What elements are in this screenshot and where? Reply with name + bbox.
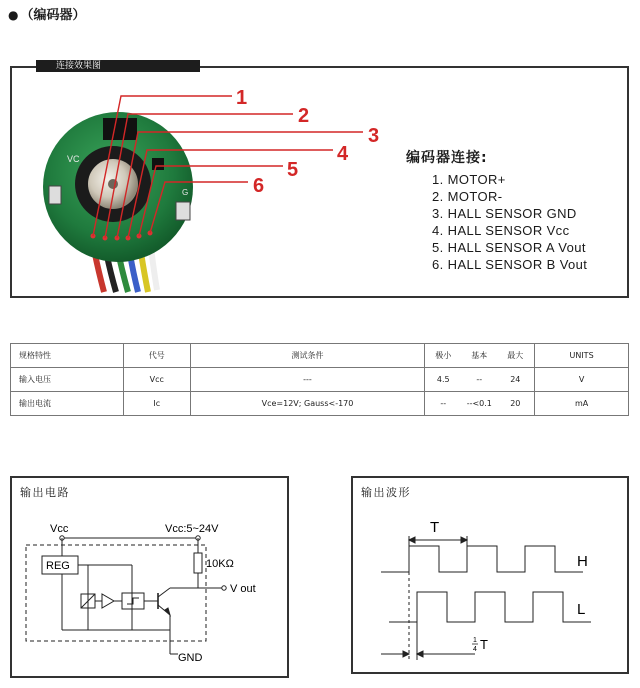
motor-connector [103,118,137,140]
bullet-icon: ● [8,8,19,22]
spec-table [10,343,629,416]
vcc-label: Vcc [50,523,69,535]
connection-tag: 连接效果图 [36,60,200,72]
table-row [11,368,629,392]
gnd-label: GND [178,652,203,664]
mount-screw-left [49,186,61,204]
cell-units: mA [535,392,629,416]
quarter-numerator: 1 [473,637,477,644]
callout-6: 6 [253,175,265,197]
cell-condition: Vce=12V; Gauss<-170 [190,392,425,416]
resistor-label: 10KΩ [206,558,234,570]
callout-numbers [236,87,379,197]
callout-2: 2 [298,105,310,127]
pin-item: 2. MOTOR- [432,189,503,204]
cell-name: 输出电流 [11,392,124,416]
header-min-typ-max [425,344,535,368]
header-symbol: 代号 [123,344,190,368]
callout-4: 4 [337,143,349,165]
pin-item: 5. HALL SENSOR A Vout [432,240,586,255]
callout-1: 1 [236,87,248,109]
cell-symbol: Ic [123,392,190,416]
cell-min-typ-max [425,368,535,392]
waveform-diagram [351,476,629,674]
quarter-denominator: 4 [473,646,477,653]
cell-typ: --<0.1 [466,399,492,408]
cell-condition: --- [190,368,425,392]
cell-units: V [535,368,629,392]
cell-min-typ-max [425,392,535,416]
low-label: L [577,601,586,618]
board-mark-vc: VC [67,154,80,164]
pin-list [432,171,587,273]
cell-max: 24 [510,375,521,384]
pin-item: 3. HALL SENSOR GND [432,206,577,221]
cell-typ: -- [476,375,483,384]
connection-heading: 编码器连接: [406,150,488,166]
header-units: UNITS [535,344,629,368]
cell-max: 20 [510,399,521,408]
table-row [11,392,629,416]
hall-sensor-a [152,158,164,170]
circuit-schematic [10,476,289,678]
reg-label: REG [46,560,70,572]
header-condition: 测试条件 [190,344,425,368]
vout-label: V out [230,583,256,595]
waveform-title: 输出波形 [361,486,411,499]
cell-min: -- [440,399,447,408]
board-mark-g: G [182,188,189,197]
cell-symbol: Vcc [123,368,190,392]
vcc-range-label: Vcc:5~24V [165,523,219,535]
header-min: 极小 [435,351,452,360]
pin-item: 1. MOTOR+ [432,172,506,187]
header-typ: 基本 [471,351,488,360]
header-name: 规格特性 [11,344,124,368]
section-title-text: （编码器） [20,8,86,23]
cell-name: 输入电压 [11,368,124,392]
callout-5: 5 [287,159,299,181]
callout-3: 3 [368,125,380,147]
pin-item: 4. HALL SENSOR Vcc [432,223,570,238]
waveform-h [381,546,583,572]
amplifier-icon [102,594,114,608]
mount-screw-right [176,202,190,220]
resistor-icon [194,553,202,573]
circuit-title: 输出电路 [20,486,70,499]
cell-min: 4.5 [436,375,450,384]
table-header-row [11,344,629,368]
header-max: 最大 [507,351,524,360]
waveform-l [389,592,591,622]
quarter-period-label: T [480,637,488,652]
pin-item: 6. HALL SENSOR B Vout [432,257,588,272]
high-label: H [577,553,588,570]
period-label: T [430,519,440,536]
